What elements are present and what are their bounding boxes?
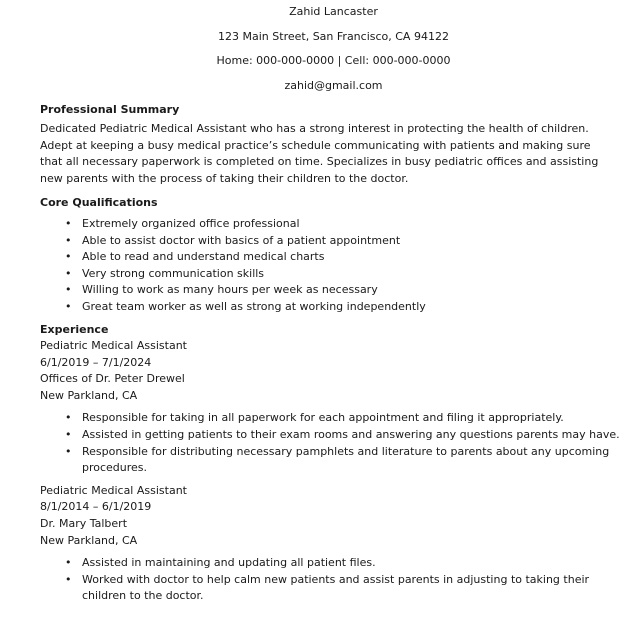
duty-text: Assisted in maintaining and updating all patient files. [82,556,376,570]
job-dates: 8/1/2014 – 6/1/2019 [40,500,152,514]
job-title: Pediatric Medical Assistant [40,483,187,497]
bullet-icon: • [65,428,72,442]
job-duties-list [40,410,627,476]
qualification-item [65,299,627,316]
candidate-address: 123 Main Street, San Francisco, CA 94122 [218,29,449,43]
qualifications-heading: Core Qualifications [40,196,158,210]
candidate-phones: Home: 000-000-0000 | Cell: 000-000-0000 [216,54,451,68]
job-employer: Dr. Mary Talbert [40,517,128,531]
job-location: New Parkland, CA [40,388,138,402]
bullet-icon: • [65,266,72,280]
qualifications-list [40,216,627,316]
summary-text: Dedicated Pediatric Medical Assistant who has a strong interest in protecting the health of children. Adept at keeping a busy medical practice’s schedule communicating with patients and making sure that all necessary paperwork is completed on time. Specializes in busy pediatric offices and assisting new parents with the process of taking their children to the doctor. [40,121,599,185]
bullet-icon: • [65,411,72,425]
qualification-item [65,266,627,283]
qualification-text: Able to assist doctor with basics of a patient appointment [82,233,401,247]
candidate-email: zahid@gmail.com [284,78,383,92]
qualification-text: Extremely organized office professional [82,216,300,230]
job-duties-list [40,555,627,605]
duty-item [65,572,627,605]
candidate-name: Zahid Lancaster [289,5,378,18]
job-dates: 6/1/2019 – 7/1/2024 [40,355,152,369]
qualification-item [65,282,627,299]
job-employer: Offices of Dr. Peter Drewel [40,372,185,386]
duty-text: Worked with doctor to help calm new patients and assist parents in adjusting to taking their children to the doctor. [82,572,590,603]
duty-text: Assisted in getting patients to their exam rooms and answering any questions parents may have. [82,428,620,442]
duty-item [65,410,627,427]
qualification-item [65,249,627,266]
duty-item [65,444,627,477]
bullet-icon: • [65,572,72,586]
job-entry [40,483,627,605]
bullet-icon: • [65,283,72,297]
job-location: New Parkland, CA [40,533,138,547]
summary-heading: Professional Summary [40,103,180,117]
bullet-icon: • [65,299,72,313]
bullet-icon: • [65,216,72,230]
bullet-icon: • [65,250,72,264]
bullet-icon: • [65,556,72,570]
qualification-item [65,233,627,250]
job-title: Pediatric Medical Assistant [40,339,187,353]
duty-text: Responsible for taking in all paperwork for each appointment and filing it appropriately. [82,411,564,425]
qualification-text: Able to read and understand medical charts [82,250,325,264]
bullet-icon: • [65,233,72,247]
bullet-icon: • [65,444,72,458]
qualification-item [65,216,627,233]
job-entry [40,338,627,477]
duty-text: Responsible for distributing necessary pamphlets and literature to parents about any upcoming procedures. [82,444,610,475]
experience-heading: Experience [40,322,109,336]
qualification-text: Willing to work as many hours per week as necessary [82,283,378,297]
duty-item [65,555,627,572]
qualification-text: Great team worker as well as strong at working independently [82,299,426,313]
qualification-text: Very strong communication skills [82,266,265,280]
duty-item [65,427,627,444]
